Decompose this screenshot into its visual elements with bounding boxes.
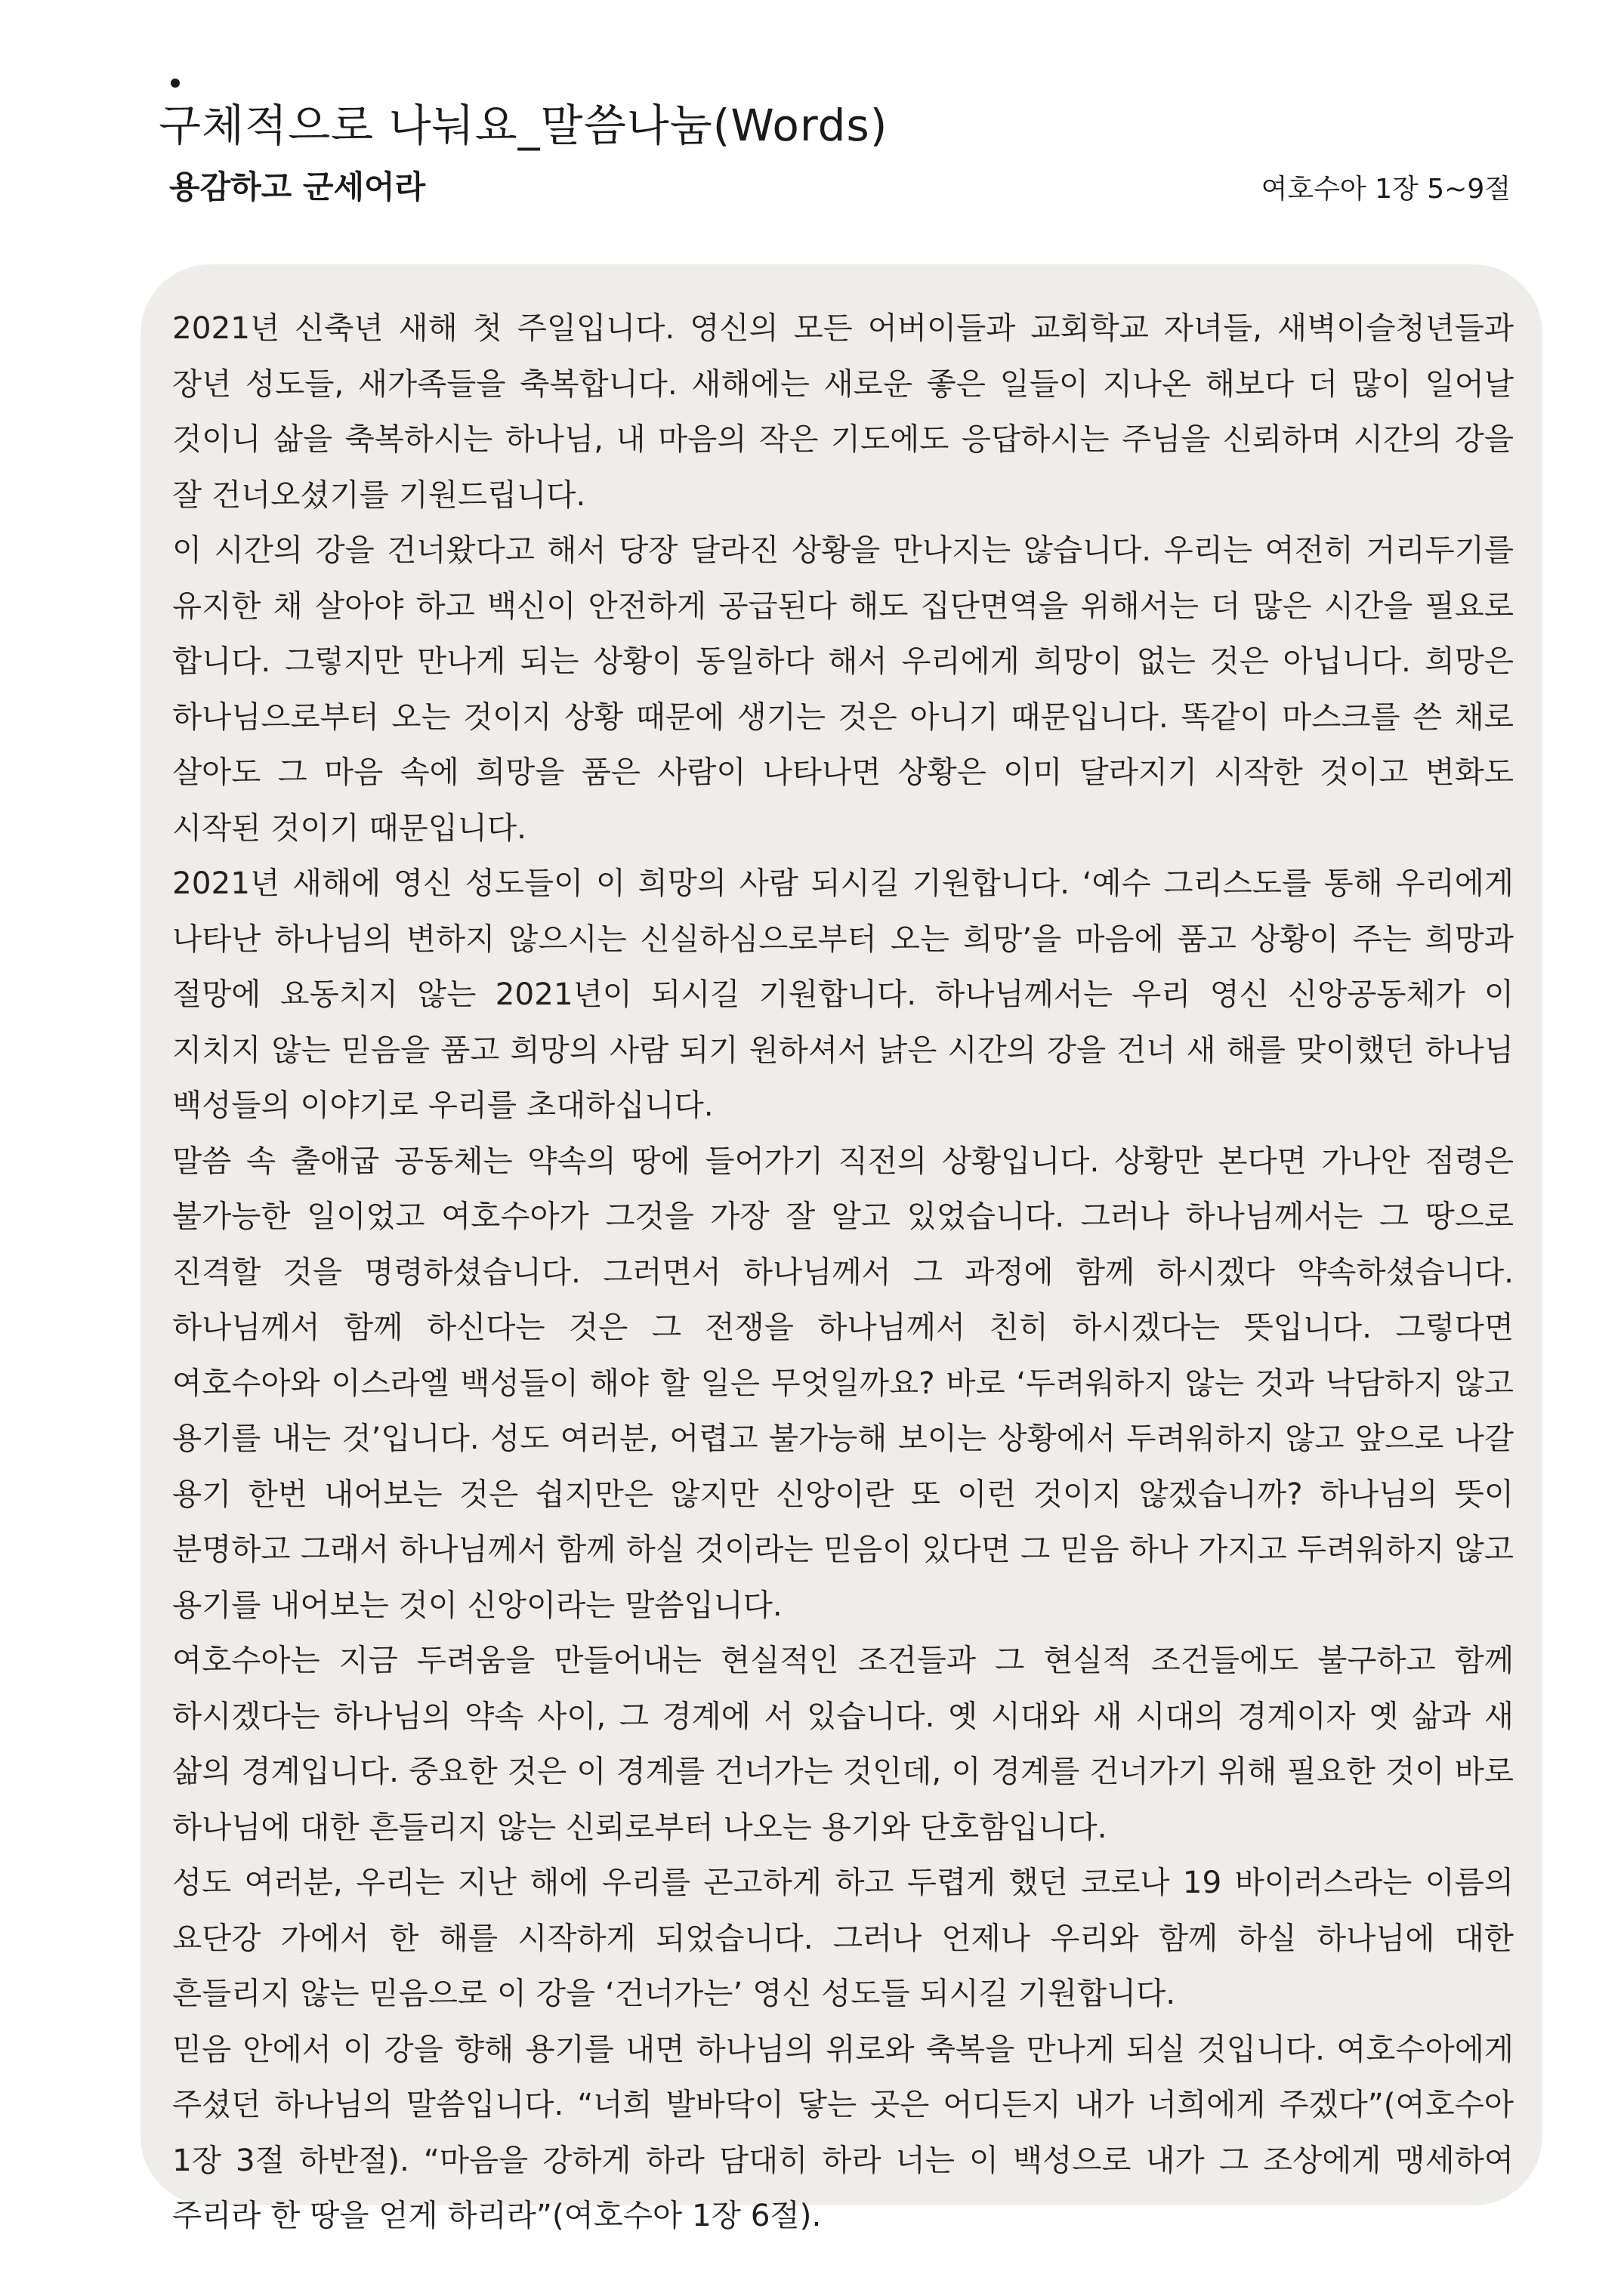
page-title: 구체적으로 나눠요_말씀나눔(Words) bbox=[159, 100, 888, 151]
sermon-paragraph: 성도 여러분, 우리는 지난 해에 우리를 곤고하게 하고 두렵게 했던 코로나 19 바이러스라는 이름의 요단강 가에서 한 해를 시작하게 되었습니다. 그러나 언제나 우리와 함께 하실 하나님에 대한 흔들리지 않는 믿음으로 이 강을 ‘건너가는’ 영신 성도들 되시길 기원합니다. bbox=[172, 1864, 1514, 2011]
sermon-paragraph: 말씀 속 출애굽 공동체는 약속의 땅에 들어가기 직전의 상황입니다. 상황만 본다면 가나안 점령은 불가능한 일이었고 여호수아가 그것을 가장 잘 알고 있었습니다. 그러나 하나님께서는 그 땅으로 진격할 것을 명령하셨습니다. 그러면서 하나님께서 그 과정에 함께 하시겠다 약속하셨습니다. 하나님께서 함께 하신다는 것은 그 전쟁을 하나님께서 친히 하시겠다는 뜻입니다. 그렇다면 여호수아와 이스라엘 백성들이 해야 할 일은 무엇일까요? 바로 ‘두려워하지 않는 것과 낙담하지 않고 용기를 내는 것’입니다. 성도 여러분, 어렵고 불가능해 보이는 상황에서 두려워하지 않고 앞으로 나갈 용기 한번 내어보는 것은 쉽지만은 않지만 신앙이란 또 이런 것이지 않겠습니까? 하나님의 뜻이 분명하고 그래서 하나님께서 함께 하실 것이라는 믿음이 있다면 그 믿음 하나 가지고 두려워하지 않고 용기를 내어보는 것이 신앙이라는 말씀입니다. bbox=[172, 1142, 1514, 1623]
sermon-paragraph: 믿음 안에서 이 강을 향해 용기를 내면 하나님의 위로와 축복을 만나게 되실 것입니다. 여호수아에게 주셨던 하나님의 말씀입니다. “너희 발바닥이 닿는 곳은 어디든지 내가 너희에게 주겠다”(여호수아 1장 3절 하반절). “마음을 강하게 하라 담대히 하라 너는 이 백성으로 내가 그 조상에게 맹세하여 주리라 한 땅을 얻게 하리라”(여호수아 1장 6절). bbox=[172, 2030, 1514, 2233]
scripture-reference: 여호수아 1장 5~9절 bbox=[1261, 174, 1511, 205]
sermon-paragraph: 여호수아는 지금 두려움을 만들어내는 현실적인 조건들과 그 현실적 조건들에도 불구하고 함께 하시겠다는 하나님의 약속 사이, 그 경계에 서 있습니다. 옛 시대와 새 시대의 경계이자 옛 삶과 새 삶의 경계입니다. 중요한 것은 이 경계를 건너가는 것인데, 이 경계를 건너가기 위해 필요한 것이 바로 하나님에 대한 흔들리지 않는 신뢰로부터 나오는 용기와 단호함입니다. bbox=[172, 1642, 1514, 1845]
title-dot-ornament bbox=[171, 79, 180, 88]
sermon-content-box bbox=[140, 264, 1542, 2233]
sermon-title: 용감하고 군세어라 bbox=[169, 168, 426, 205]
sermon-paragraph: 이 시간의 강을 건너왔다고 해서 당장 달라진 상황을 만나지는 않습니다. 우리는 여전히 거리두기를 유지한 채 살아야 하고 백신이 안전하게 공급된다 해도 집단면역을 위해서는 더 많은 시간을 필요로 합니다. 그렇지만 만나게 되는 상황이 동일하다 해서 우리에게 희망이 없는 것은 아닙니다. 희망은 하나님으로부터 오는 것이지 상황 때문에 생기는 것은 아니기 때문입니다. 똑같이 마스크를 쓴 채로 살아도 그 마음 속에 희망을 품은 사람이 나타나면 상황은 이미 달라지기 시작한 것이고 변화도 시작된 것이기 때문입니다. bbox=[172, 532, 1514, 846]
sermon-paragraph: 2021년 새해에 영신 성도들이 이 희망의 사람 되시길 기원합니다. ‘예수 그리스도를 통해 우리에게 나타난 하나님의 변하지 않으시는 신실하심으로부터 오는 희망’을 마음에 품고 상황이 주는 희망과 절망에 요동치지 않는 2021년이 되시길 기원합니다. 하나님께서는 우리 영신 신앙공동체가 이 지치지 않는 믿음을 품고 희망의 사람 되기 원하셔서 낡은 시간의 강을 건너 새 해를 맞이했던 하나님 백성들의 이야기로 우리를 초대하십니다. bbox=[172, 865, 1514, 1123]
sermon-paragraph: 2021년 신축년 새해 첫 주일입니다. 영신의 모든 어버이들과 교회학교 자녀들, 새벽이슬청년들과 장년 성도들, 새가족들을 축복합니다. 새해에는 새로운 좋은 일들이 지나온 해보다 더 많이 일어날 것이니 삶을 축복하시는 하나님, 내 마음의 작은 기도에도 응답하시는 주님을 신뢰하며 시간의 강을 잘 건너오셨기를 기원드립니다. bbox=[172, 310, 1514, 513]
